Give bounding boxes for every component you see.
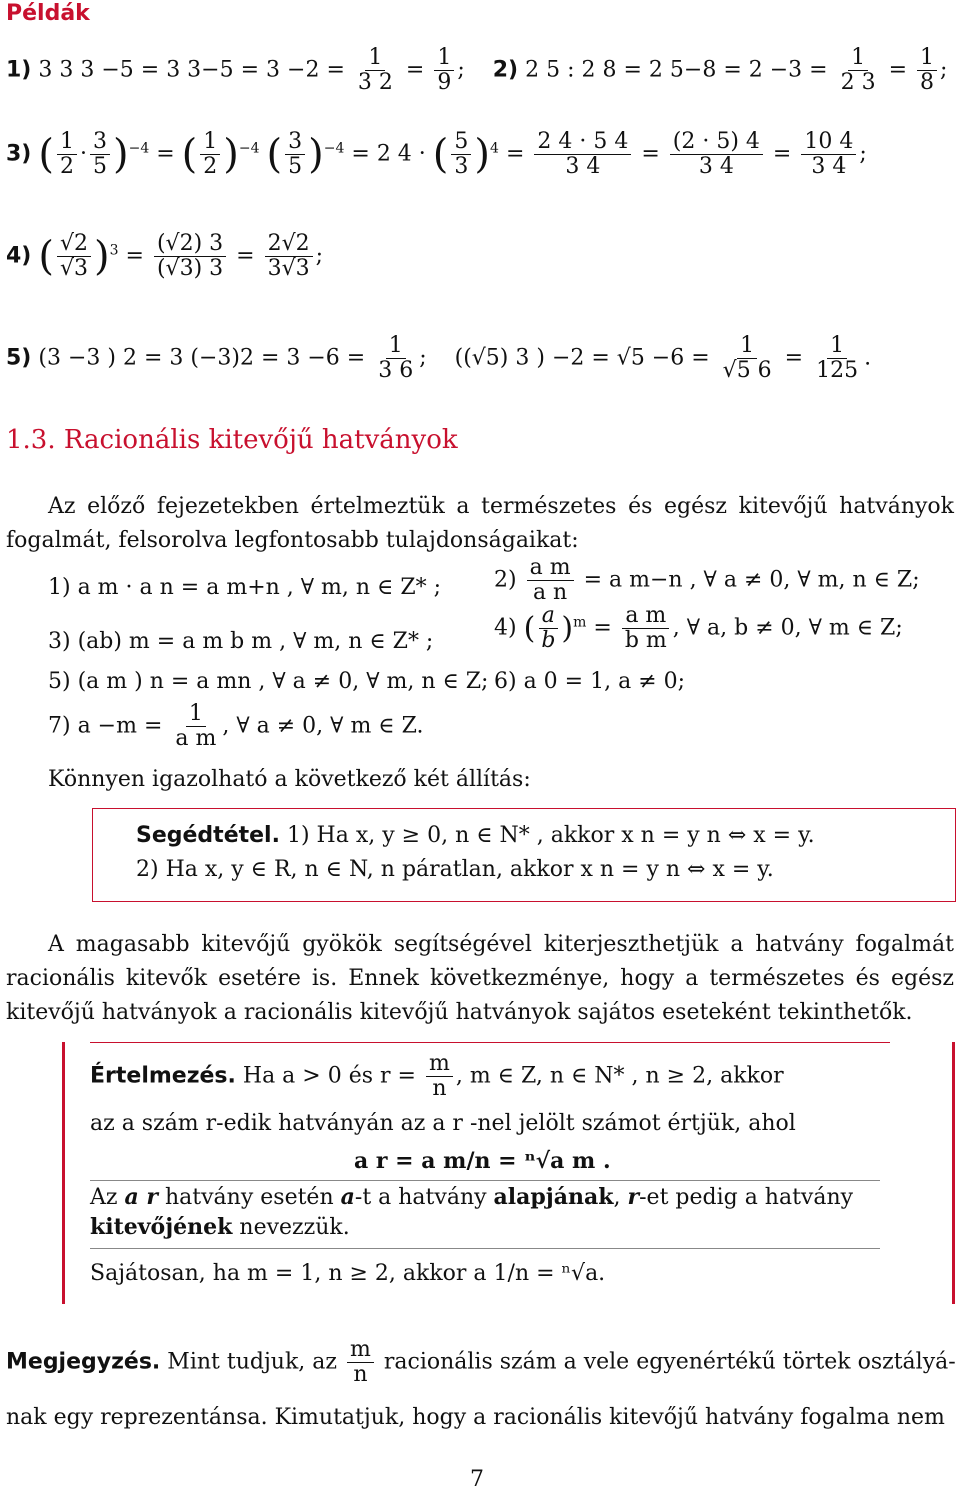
exponent: 4 — [490, 140, 499, 157]
fraction-numerator: 10 4 — [801, 130, 856, 155]
definition-title: Értelmezés. — [90, 1063, 236, 1089]
equals: = — [888, 57, 908, 83]
example-number: 3) — [6, 141, 32, 167]
paren-open: ( — [432, 131, 449, 178]
expression: ((√5) 3 ) −2 = √5 −6 = — [454, 345, 710, 371]
paren-open: ( — [523, 611, 536, 647]
note-line-1 — [6, 1338, 956, 1387]
fraction-denominator: √5 6 — [722, 358, 772, 384]
fraction-denominator: 2 — [59, 154, 74, 180]
equals: = — [156, 141, 175, 167]
exponent: 3 — [109, 242, 119, 259]
equals: = — [125, 243, 144, 269]
fraction-denominator: 5 — [92, 154, 107, 180]
paren-close: ) — [112, 131, 129, 178]
exponent: −4 — [238, 140, 260, 157]
fraction-denominator: 3 6 — [378, 358, 414, 384]
example-3 — [6, 130, 867, 179]
property-text: = a m−n , ∀ a ≠ 0, ∀ m, n ∈ Z; — [583, 567, 920, 593]
fraction-denominator: 8 — [920, 70, 935, 96]
fraction-numerator: 5 — [451, 130, 471, 155]
property-label: 2) — [494, 567, 517, 593]
fraction-numerator: 1 — [434, 46, 454, 71]
definition-term: r — [627, 1184, 640, 1210]
equals: = — [772, 141, 792, 167]
property-1: 1) a m · a n = a m+n , ∀ m, n ∈ Z* ; — [48, 575, 442, 600]
property-4 — [494, 604, 903, 653]
semicolon: ; — [940, 57, 948, 83]
lemma-line-1 — [136, 822, 815, 850]
fraction-denominator: a m — [175, 726, 217, 752]
equals: = — [641, 141, 660, 167]
definition-text: , — [613, 1185, 621, 1210]
example-number: 5) — [6, 345, 32, 371]
definition-term: kitevőjének — [90, 1214, 233, 1240]
fraction-numerator: 3 — [90, 130, 110, 155]
definition-rule-2 — [90, 1248, 880, 1249]
fraction-numerator: 2√2 — [265, 232, 313, 257]
definition-rule-top — [90, 1042, 890, 1043]
example-number: 4) — [6, 243, 32, 269]
fraction-denominator: b — [541, 628, 556, 654]
fraction-denominator: n — [353, 1362, 368, 1388]
definition-bar-right — [952, 1042, 955, 1304]
exponent: −4 — [128, 140, 150, 157]
fraction-numerator: 2 4 · 5 4 — [534, 130, 631, 155]
fraction-numerator: 1 — [737, 334, 757, 359]
page-number: 7 — [470, 1467, 484, 1492]
property-text: , ∀ a, b ≠ 0, ∀ m ∈ Z; — [672, 615, 903, 641]
fraction-numerator: 1 — [57, 130, 77, 155]
fraction-denominator: 5 — [288, 154, 303, 180]
definition-term: a r — [124, 1184, 158, 1210]
definition-line-6: Sajátosan, ha m = 1, n ≥ 2, akkor a 1/n = ⁿ√a. — [90, 1261, 606, 1286]
fraction-numerator: m — [426, 1052, 453, 1077]
paren-open: ( — [38, 233, 54, 280]
fraction-denominator: 3 4 — [565, 154, 601, 180]
fraction-denominator: 125 — [816, 358, 859, 384]
example-number: 1) — [6, 57, 32, 83]
fraction-numerator: (2 · 5) 4 — [670, 130, 763, 155]
example-4 — [6, 232, 323, 281]
example-5: 5) (3 −3 ) 2 = 3 (−3)2 = 3 −6 = $\frac{1}{3 6}$ ; ((√5) 3 ) −2 = √5 −6 = $\frac{1}{√5 6}$ = $\frac{1}{125}$ . — [6, 333, 872, 384]
definition-term: a — [340, 1184, 355, 1210]
semicolon: ; — [419, 345, 427, 371]
fraction-numerator: m — [347, 1338, 374, 1363]
fraction-numerator: 1 — [827, 334, 847, 359]
property-6: 6) a 0 = 1, a ≠ 0; — [494, 669, 686, 694]
example-number: 2) — [492, 57, 519, 83]
definition-text: hatvány esetén — [165, 1185, 334, 1210]
semicolon: ; — [457, 57, 465, 83]
note-text: Mint tudjuk, az — [167, 1349, 337, 1375]
definition-line-2: az a szám r-edik hatványán az a r -nel jelölt számot értjük, ahol — [90, 1111, 796, 1136]
paren-close: ) — [561, 611, 574, 647]
property-5: 5) (a m ) n = a mn , ∀ a ≠ 0, ∀ m, n ∈ Z; — [48, 669, 489, 694]
property-3: 3) (ab) m = a m b m , ∀ m, n ∈ Z* ; — [48, 629, 434, 654]
property-label: 7) a −m = — [48, 713, 163, 739]
definition-text: Ha a > 0 és r = — [242, 1063, 416, 1089]
definition-rule-1 — [90, 1180, 880, 1181]
paren-open: ( — [38, 131, 54, 178]
example-1-2 — [6, 46, 947, 95]
fraction-numerator: a m — [622, 604, 669, 629]
dot: · — [79, 141, 87, 167]
fraction-numerator: 1 — [848, 46, 868, 71]
lemma-text: 1) Ha x, y ≥ 0, n ∈ N* , akkor x n = y n ⇔ x = y. — [286, 823, 815, 848]
equals: = — [236, 243, 255, 269]
equals: = — [593, 615, 612, 641]
semicolon: ; — [859, 141, 867, 167]
exponent: m — [573, 614, 587, 631]
definition-bar-left — [62, 1042, 65, 1304]
expression: 2 5 : 2 8 = 2 5−8 = 2 −3 = — [525, 57, 828, 83]
fraction-denominator: 3 4 — [811, 154, 847, 180]
definition-text: , m ∈ Z, n ∈ N* , n ≥ 2, akkor — [455, 1063, 784, 1089]
fraction-denominator: 3 — [454, 154, 469, 180]
fraction-numerator: 1 — [917, 46, 937, 71]
lemma-title: Segédtétel. — [136, 823, 280, 848]
definition-text: -et pedig a hatvány — [639, 1185, 854, 1210]
definition-text: nevezzük. — [239, 1215, 350, 1240]
paren-open: ( — [266, 131, 283, 178]
exponent: −4 — [323, 140, 345, 157]
fraction-denominator: a n — [532, 580, 568, 606]
fraction-denominator: 2 — [203, 154, 218, 180]
fraction-denominator: 3 2 — [357, 70, 393, 96]
definition-term: alapjának — [493, 1184, 614, 1210]
equals: = — [405, 57, 425, 83]
fraction-denominator: b m — [624, 628, 667, 654]
semicolon: ; — [315, 243, 324, 269]
fraction-denominator: (√3) 3 — [156, 256, 224, 282]
fraction-denominator: 2 3 — [840, 70, 876, 96]
note-title: Megjegyzés. — [6, 1349, 161, 1375]
fraction-numerator: a — [539, 604, 558, 629]
note-line-2: nak egy reprezentánsa. Kimutatjuk, hogy a racionális kitevőjű hatvány fogalma nem — [6, 1405, 945, 1430]
paren-close: ) — [308, 131, 324, 178]
property-2 — [494, 556, 920, 605]
expression: (3 −3 ) 2 = 3 (−3)2 = 3 −6 = — [38, 345, 366, 371]
paren-close: ) — [223, 131, 239, 178]
fraction-denominator: 3√3 — [267, 256, 310, 282]
fraction-denominator: n — [432, 1076, 447, 1102]
definition-text: Az — [90, 1185, 118, 1210]
lemma-line-2: 2) Ha x, y ∈ R, n ∈ N, n páratlan, akkor x n = y n ⇔ x = y. — [136, 857, 774, 882]
fraction-numerator: (√2) 3 — [154, 232, 226, 257]
fraction-numerator: 1 — [386, 334, 406, 359]
fraction-numerator: 1 — [200, 130, 220, 155]
fraction-numerator: a m — [527, 556, 574, 581]
examples-heading: Példák — [6, 1, 90, 26]
fraction-numerator: 1 — [186, 702, 206, 727]
fraction-denominator: 9 — [437, 70, 452, 96]
definition-line-4 — [90, 1184, 853, 1212]
intro-paragraph: Az előző fejezetekben értelmeztük a természetes és egész kitevőjű hatványok fogalmát, felsorolva legfontosabb tulajdonságaikat: — [6, 494, 954, 553]
fraction-numerator: 1 — [365, 46, 385, 71]
property-label: 4) — [494, 615, 517, 641]
definition-formula: a r = a m/n = ⁿ√a m . — [354, 1148, 611, 1174]
equals: = — [505, 141, 525, 167]
section-title: 1.3. Racionális kitevőjű hatványok — [6, 425, 458, 455]
paren-close: ) — [94, 233, 110, 280]
period: . — [864, 345, 872, 371]
easy-sentence: Könnyen igazolható a következő két állítás: — [48, 767, 531, 792]
paragraph-2: A magasabb kitevőjű gyökök segítségével kiterjeszthetjük a hatvány fogalmát racionális kitevők esetére is. Ennek következménye, hogy a természetes és egész kitevőjű hatványok a racionális kitevőjű hatványok sajátos eseteként tekinthetők. — [6, 932, 954, 1025]
definition-line-5 — [90, 1214, 350, 1242]
fraction-denominator: 3 4 — [698, 154, 734, 180]
definition-line-1 — [90, 1052, 784, 1101]
fraction-numerator: 3 — [285, 130, 305, 155]
definition-text: -t a hatvány — [354, 1185, 487, 1210]
fraction-numerator: √2 — [57, 232, 91, 257]
expression: 3 3 3 −5 = 3 3−5 = 3 −2 = — [38, 57, 345, 83]
paren-open: ( — [181, 131, 198, 178]
paren-close: ) — [474, 131, 491, 178]
property-text: , ∀ a ≠ 0, ∀ m ∈ Z. — [222, 713, 424, 739]
property-7 — [48, 702, 423, 751]
expression: = 2 4 · — [351, 141, 426, 167]
note-text: racionális szám a vele egyenértékű törtek osztályá- — [383, 1349, 956, 1375]
fraction-denominator: √3 — [59, 256, 88, 282]
